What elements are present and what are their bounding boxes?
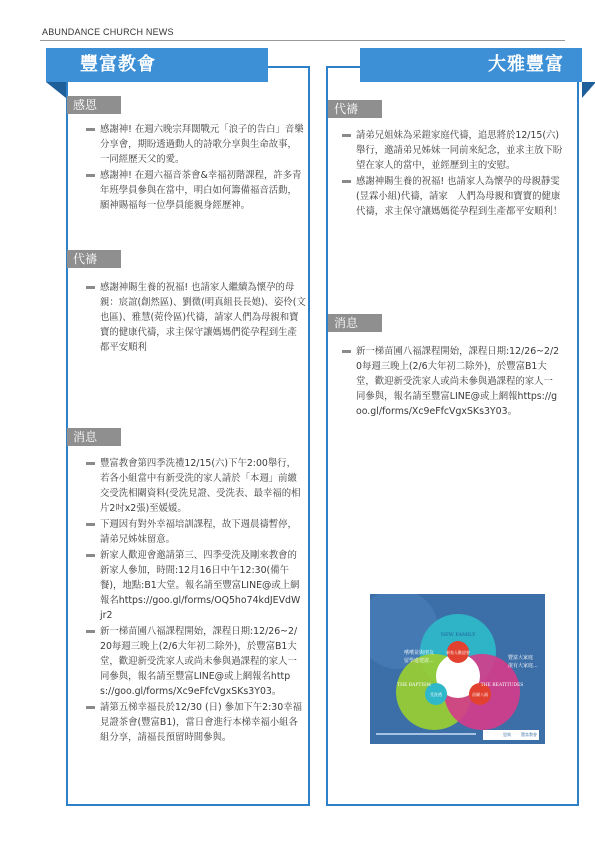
list-item: 請弟兄姐妹為采鎧家庭代禱，追思將於12/15(六)舉行，邀請弟兄姊妹一同前來紀念，並求主放下盼望在家人的當中，並經歷到主的安慰。 xyxy=(342,128,568,173)
header-rule xyxy=(40,40,565,41)
left-thanks-list xyxy=(86,122,306,214)
bullet-icon xyxy=(86,286,95,289)
poster-top-cn: 新家人歡迎會 xyxy=(446,650,470,655)
left-news-list xyxy=(86,456,302,746)
bullet-icon xyxy=(342,134,351,137)
list-item: 豐富教會第四季洗禮12/15(六)下午2:00舉行，若各小組當中有新受洗的家人請於「本週」前繳交受洗相關資料(受洗見證、受洗表、最幸福的相片2吋x2張)至媛媛。 xyxy=(86,456,302,516)
bullet-icon xyxy=(86,630,95,633)
bullet-icon xyxy=(86,523,95,526)
list-item: 感謝神賜生養的祝福! 也請家人為懷孕的母親靜雯(昱霖小組)代禱，請家 人們為母親和寶寶的健康代禱，求主保守讓媽媽從孕程到生產都平安順利！ xyxy=(342,174,568,219)
poster-left-cn: 受洗禮 xyxy=(430,692,442,697)
right-section-prayer-label: 代禱 xyxy=(328,100,382,118)
right-column-banner: 大雅豐富 xyxy=(360,48,582,82)
list-item: 新一梯苗圃八福課程開始，課程日期:12/26~2/20每週三晚上(2/6大年初二除外)，於豐富B1大堂，歡迎新受洗家人或尚未參與過課程的家人一同參與，報名請至豐富LINE@或上網報https://goo.gl/forms/Xc9eFfcVgxSKs3Y03。 xyxy=(342,344,562,419)
right-section-news-label: 消息 xyxy=(328,314,382,332)
bullet-icon xyxy=(86,462,95,465)
right-banner-fold xyxy=(582,82,595,98)
newsletter-brand: ABUNDANCE CHURCH NEWS xyxy=(42,27,174,37)
course-poster-image xyxy=(370,594,545,744)
left-column-banner: 豐富教會 xyxy=(46,48,268,82)
list-item: 請第五梯幸福長於12/30 (日) 參加下午2:30幸福見證茶會(豐富B1)，當日會進行本梯幸福小組各組分享，請福長預留時間參與。 xyxy=(86,700,302,745)
right-news-list xyxy=(342,344,562,420)
poster-left-caption: 嚐嚐並與朋友 留學進建證... xyxy=(404,650,435,664)
bullet-icon xyxy=(86,174,95,177)
poster-footer xyxy=(376,730,539,740)
list-item: 感謝神! 在週六福音茶會&幸福初階課程，許多青年班學員參與在當中，明白如何籌備福音活動，願神賜福每一位學員能親身經歷神。 xyxy=(86,168,306,213)
poster-right-cn: 苗圃八福 xyxy=(472,692,488,697)
left-section-thanks-label: 感恩 xyxy=(67,96,121,114)
poster-right-en: THE BEATITUDES xyxy=(480,683,524,688)
poster-top-en: NEW FAMILY xyxy=(440,632,476,638)
left-section-news-label: 消息 xyxy=(67,428,121,446)
list-item: 感謝神! 在週六晚宗拜闊戰元「浪子的告白」音樂分享會，期盼透過動人的詩歌分享與生命故事，一同經歷天父的愛。 xyxy=(86,122,306,167)
bullet-icon xyxy=(86,554,95,557)
left-prayer-list xyxy=(86,280,306,356)
poster-footer-line xyxy=(376,733,476,735)
poster-left-en: THE BAPTISM xyxy=(397,683,431,688)
left-banner-fold xyxy=(46,82,66,98)
church-logo: 恩典 豐富教會 xyxy=(483,730,539,740)
bullet-icon xyxy=(86,128,95,131)
list-item: 下週因有對外幸福培訓課程，故下週晨禱暫停，請弟兄姊妹留意。 xyxy=(86,517,302,547)
list-item: 感謝神賜生養的祝福! 也請家人繼續為懷孕的母親：宸誼(創然區)、劉微(明真組長長媳)、姿伶(文也區)、雅慧(菀伶區)代禱，請家人們為母親和寶寶的健康代禱，求主保守讓媽媽們從孕程到生產都平安順利 xyxy=(86,280,306,355)
poster-right-caption: 豐富大家庭 滾有大家庭... xyxy=(508,655,538,669)
left-section-prayer-label: 代禱 xyxy=(67,250,121,268)
list-item: 新家人歡迎會邀請第三、四季受洗及剛來教會的新家人參加，時間:12月16日中午12:30(備午餐)，地點:B1大堂。報名請至豐富LINE@或上網報名https://goo.gl/forms/OQ5ho74kdJEVdWjr2 xyxy=(86,548,302,623)
bullet-icon xyxy=(342,350,351,353)
list-item: 新一梯苗圃八福課程開始，課程日期:12/26~2/20每週三晚上(2/6大年初二除外)，於豐富B1大堂，歡迎新受洗家人或尚未參與過課程的家人一同參與，報名請至豐富LINE@或上網報名https://goo.gl/forms/Xc9eFfcVgxSKs3Y03。 xyxy=(86,624,302,699)
bullet-icon xyxy=(86,706,95,709)
bullet-icon xyxy=(342,180,351,183)
right-prayer-list xyxy=(342,128,568,220)
